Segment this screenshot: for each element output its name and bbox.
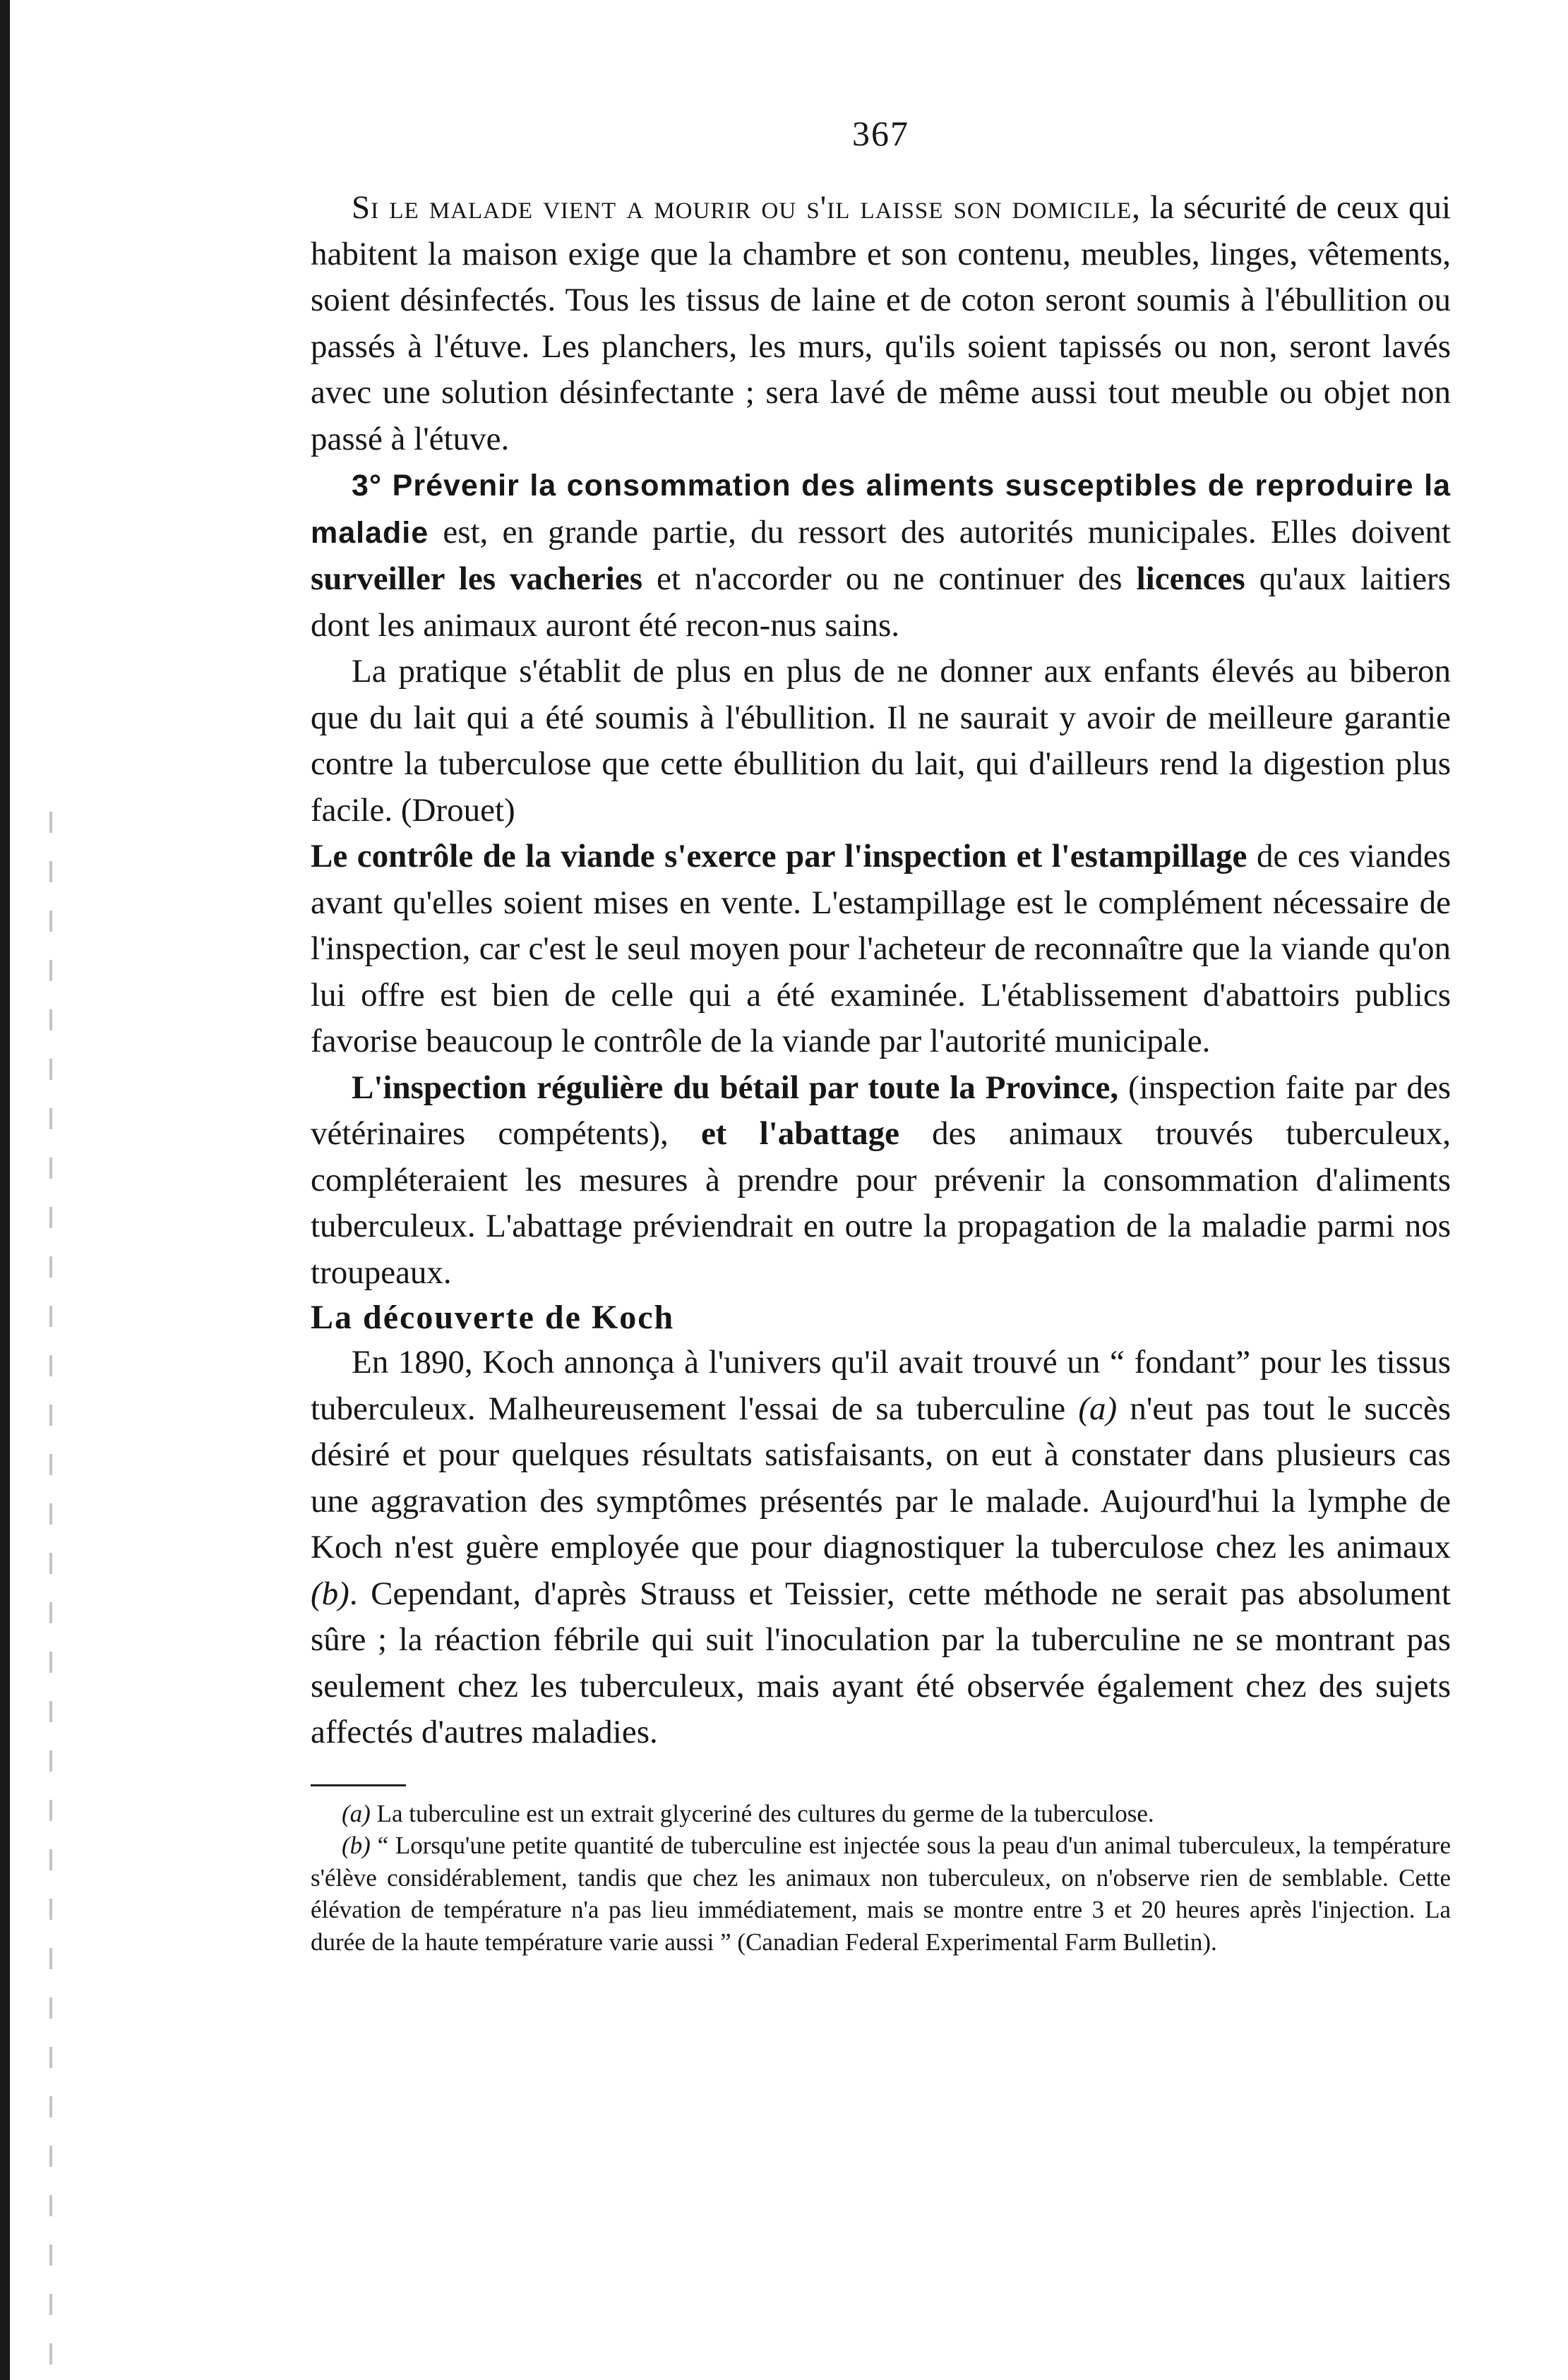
paragraph-koch <box>311 1340 1451 1756</box>
footnote-mark: (a) <box>342 1799 371 1827</box>
page-number: 367 <box>852 114 909 153</box>
footnote-ref: (a) <box>1078 1390 1118 1427</box>
footnote-b <box>311 1829 1451 1958</box>
footnote-divider <box>311 1784 406 1786</box>
paragraph-lead: Si le malade vient a mourir ou s'il laisse son domicile, <box>352 189 1141 226</box>
section-heading: La découverte de Koch <box>311 1299 675 1336</box>
paragraph-meat <box>311 834 1451 1065</box>
paragraph-text: de ces viandes avant qu'elles soient mises en vente. L'estampillage est le complément nécessaire de l'inspection, car c'est le seul moyen pour l'acheteur de reconnaître que la viande qu'on lui offre est bien de celle qui a été examinée. L'établissement d'abattoirs publics favorise beaucoup le contrôle de la viande par l'autorité municipale. <box>311 838 1451 1059</box>
paragraph-disinfection <box>311 185 1451 462</box>
scan-edge-marks <box>49 812 52 2379</box>
emphasis-text: et l'abattage <box>700 1115 900 1152</box>
paragraph-text: . Cependant, d'après Strauss et Teissier, cette méthode ne serait pas absolument sûre ; la réaction fébrile qui suit l'inoculation par la tuberculine ne se montrant pas seulement chez les tuberculeux, mais ayant été observée également chez des sujets affectés d'autres maladies. <box>311 1575 1451 1750</box>
paragraph-text: qu'aux laitiers dont les animaux auront été recon-nus sains. <box>311 560 1451 644</box>
emphasis-text: licences <box>1136 560 1245 597</box>
emphasis-text: Le contrôle de la viande s'exerce par l'inspection et l'estampillage <box>311 838 1247 875</box>
paragraph-livestock <box>311 1065 1451 1297</box>
footnote-a <box>311 1798 1451 1830</box>
footnotes <box>311 1798 1451 1959</box>
emphasis-text: L'inspection régulière du bétail par toute la Province, <box>352 1069 1119 1106</box>
paragraph-text: n'eut pas tout le succès désiré et pour quelques résultats satisfaisants, on eut à constater dans plusieurs cas une aggravation des symptômes présentés par le malade. Aujourd'hui la lymphe de Koch n'est guère employée que pour diagnostiquer la tuberculose chez les animaux <box>311 1390 1451 1565</box>
paragraph-text: (inspection faite par des vétérinaires compétents), <box>311 1069 1451 1152</box>
paragraph-text: des animaux trouvés tuberculeux, compléteraient les mesures à prendre pour prévenir la consommation d'aliments tuberculeux. L'abattage préviendrait en outre la propagation de la maladie parmi nos troupeaux. <box>311 1115 1452 1291</box>
paragraph-text: et n'accorder ou ne continuer des <box>642 560 1137 597</box>
paragraph-heading: 3° Prévenir la consommation des aliments susceptibles de reproduire la maladie <box>311 469 1451 550</box>
paragraph-milk: La pratique s'établit de plus en plus de ne donner aux enfants élevés au biberon que du lait qui a été soumis à l'ébullition. Il ne saurait y avoir de meilleure garantie contre la tuberculose que cette ébullition du lait, qui d'ailleurs rend la digestion plus facile. (Drouet) <box>311 653 1451 829</box>
paragraph-prevention <box>311 462 1451 649</box>
paragraph-text: En 1890, Koch annonça à l'univers qu'il avait trouvé un “ fondant” pour les tissus tuberculeux. Malheureusement l'essai de sa tuberculine <box>311 1344 1451 1427</box>
footnote-text: La tuberculine est un extrait glyceriné des cultures du germe de la tuberculose. <box>370 1799 1154 1827</box>
footnote-ref: (b) <box>311 1575 349 1612</box>
emphasis-text: surveiller les vacheries <box>311 560 642 597</box>
body-text <box>311 185 1451 1756</box>
page <box>311 113 1451 1958</box>
scan-edge-shadow <box>0 0 10 2380</box>
footnote-text: “ Lorsqu'une petite quantité de tuberculine est injectée sous la peau d'un animal tuberculeux, la température s'élève considérablement, tandis que chez les animaux non tuberculeux, on n'observe rien de semblable. Cette élévation de température n'a pas lieu immédiatement, mais se montre entre 3 et 20 heures après l'injection. La durée de la haute température varie aussi ” (Canadian Federal Experimental Farm Bulletin). <box>311 1832 1451 1956</box>
footnote-mark: (b) <box>342 1832 371 1859</box>
paragraph-text: la sécurité de ceux qui habitent la maison exige que la chambre et son contenu, meubles, linges, vêtements, soient désinfectés. Tous les tissus de laine et de coton seront soumis à l'ébullition ou passés à l'étuve. Les planchers, les murs, qu'ils soient tapissés ou non, seront lavés avec une solution désinfectante ; sera lavé de même aussi tout meuble ou objet non passé à l'étuve. <box>311 189 1452 457</box>
paragraph-text: est, en grande partie, du ressort des autorités municipales. Elles doivent <box>429 513 1451 551</box>
